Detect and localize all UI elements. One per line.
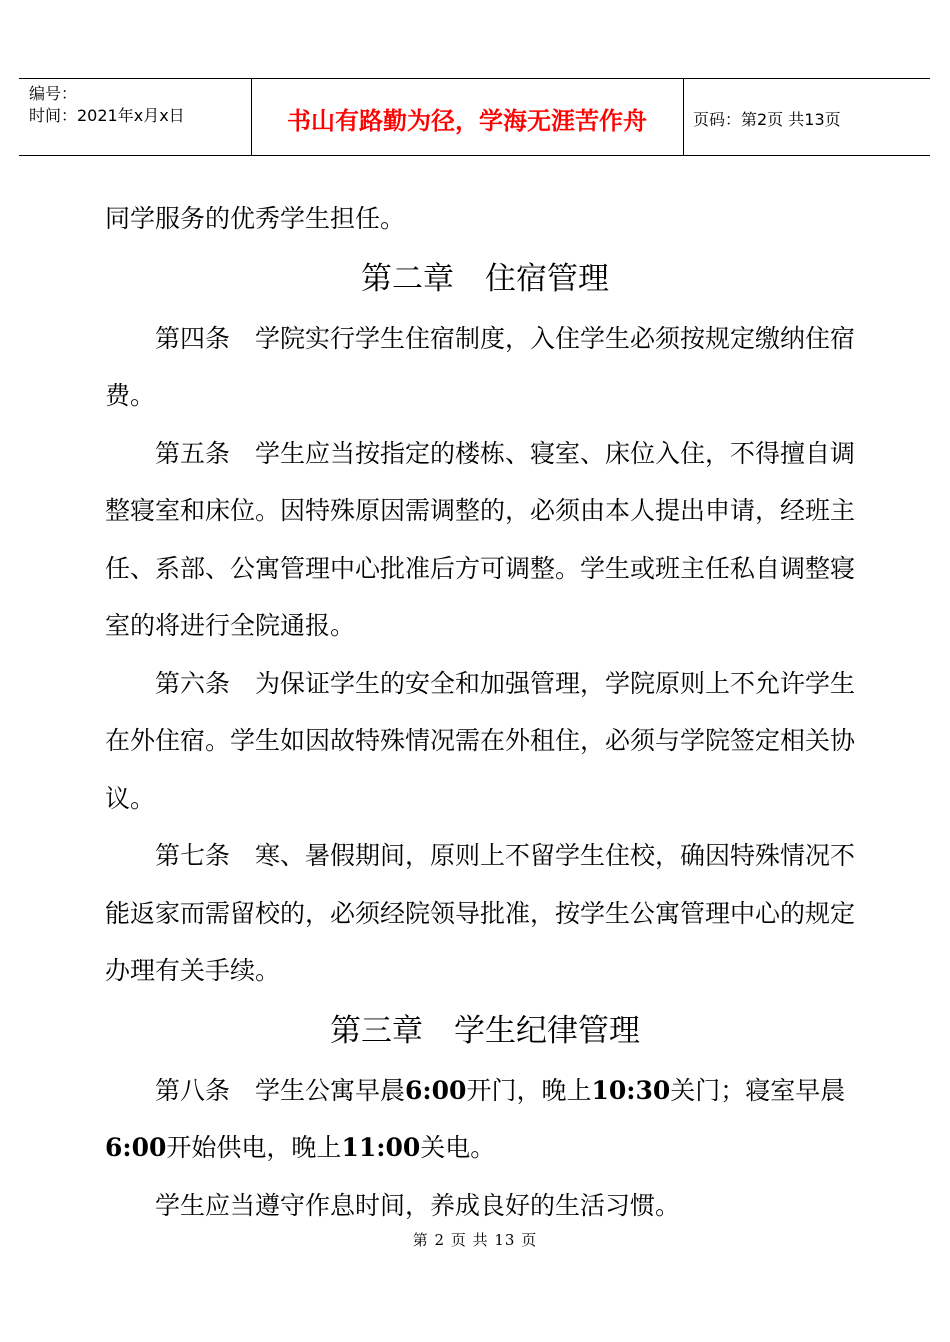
time-value: 6:00	[105, 1133, 167, 1162]
paragraph-continuation: 同学服务的优秀学生担任。	[105, 204, 406, 233]
page-footer: 第 2 页 共 13 页	[412, 1231, 538, 1249]
article-8-note: 学生应当遵守作息时间，养成良好的生活习惯。	[155, 1190, 681, 1220]
document-body	[105, 190, 865, 1234]
article-8-text: 关门；寝室早晨	[670, 1075, 846, 1105]
header-meta	[29, 83, 185, 127]
time-value: 10:30	[591, 1075, 671, 1105]
article-7: 第七条 寒、暑假期间，原则上不留学生住校，确因特殊情况不能返家而需留校的，必须经院领导批准，按学生公寓管理中心的规定办理有关手续。	[105, 841, 856, 985]
article-8-text: 开始供电，晚上	[166, 1133, 342, 1162]
time-value: 11:00	[341, 1133, 421, 1162]
time-label: 时间：2021年x月x日	[29, 106, 185, 125]
chapter-3-title: 第三章 学生纪律管理	[330, 1012, 640, 1049]
document-header	[19, 78, 930, 156]
article-5: 第五条 学生应当按指定的楼栋、寝室、床位入住，不得擅自调整寝室和床位。因特殊原因需调整的，必须由本人提出申请，经班主任、系部、公寓管理中心批准后方可调整。学生或班主任私自调整寝室的将进行全院通报。	[105, 438, 856, 640]
header-divider	[683, 79, 684, 155]
header-motto: 书山有路勤为径，学海无涯苦作舟	[287, 105, 647, 135]
article-6: 第六条 为保证学生的安全和加强管理，学院原则上不允许学生在外住宿。学生如因故特殊情况需在外租住，必须与学院签定相关协议。	[105, 668, 856, 813]
chapter-2-title: 第二章 住宿管理	[361, 260, 609, 297]
article-8-text: 开门，晚上	[466, 1075, 592, 1105]
article-8-text: 关电。	[420, 1133, 496, 1162]
number-label: 编号：	[29, 84, 78, 103]
article-8	[105, 1062, 865, 1177]
article-8-text: 第八条 学生公寓早晨	[155, 1075, 406, 1105]
header-page-info: 页码：第2页 共13页	[693, 109, 841, 129]
time-value: 6:00	[405, 1075, 467, 1105]
article-4: 第四条 学院实行学生住宿制度，入住学生必须按规定缴纳住宿费。	[105, 323, 856, 410]
